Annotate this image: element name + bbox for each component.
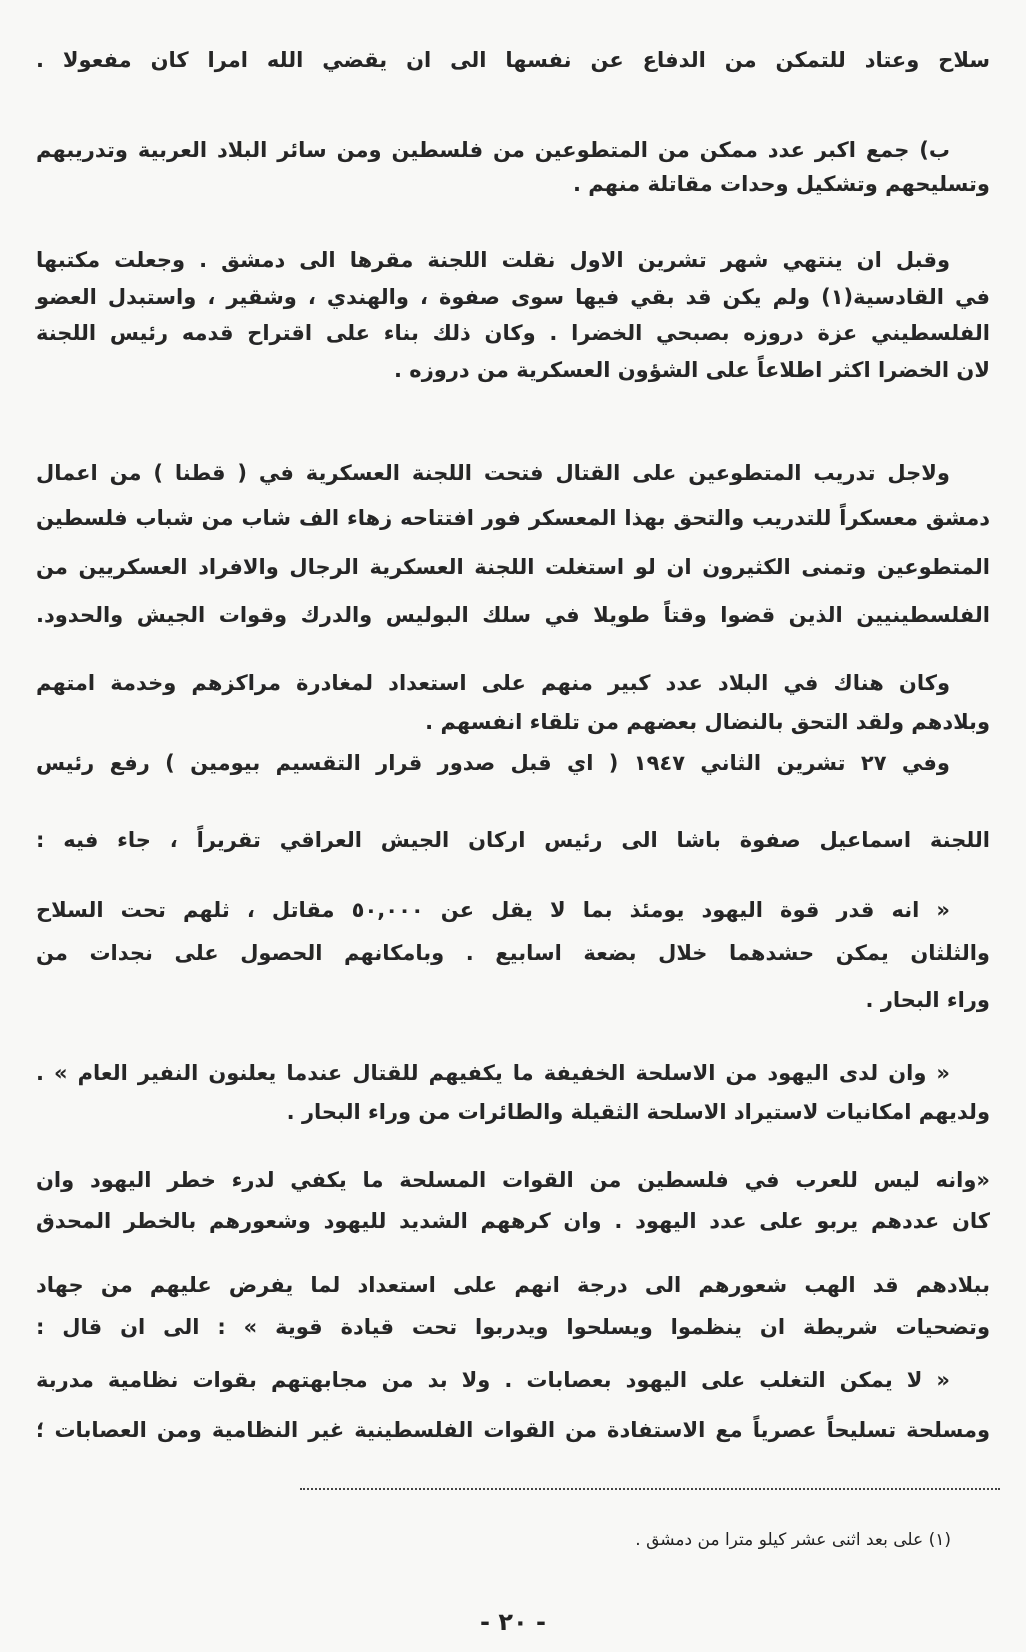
footnote: (١) على بعد اثنى عشر كيلو مترا من دمشق . <box>635 1530 951 1550</box>
text-line: وتسليحهم وتشكيل وحدات مقاتلة منهم . <box>572 172 990 196</box>
text-line: ومسلحة تسليحاً عصرياً مع الاستفادة من القوات الفلسطينية غير النظامية ومن العصابات ؛ <box>36 1418 990 1442</box>
text-line: دمشق معسكراً للتدريب والتحق بهذا المعسكر فور افتتاحه زهاء الف شاب من شباب فلسطين <box>36 506 990 530</box>
text-line: وقبل ان ينتهي شهر تشرين الاول نقلت اللجنة مقرها الى دمشق . وجعلت مكتبها <box>36 248 950 272</box>
text-line: وتضحيات شريطة ان ينظموا ويسلحوا ويدربوا تحت قيادة قوية » : الى ان قال : <box>36 1315 990 1339</box>
text-line: لان الخضرا اكثر اطلاعاً على الشؤون العسكرية من دروزه . <box>394 358 990 382</box>
text-line: اللجنة اسماعيل صفوة باشا الى رئيس اركان الجيش العراقي تقريراً ، جاء فيه : <box>36 828 990 852</box>
text-line: ب) جمع اكبر عدد ممكن من المتطوعين من فلسطين ومن سائر البلاد العربية وتدريبهم <box>36 138 950 162</box>
text-line: « وان لدى اليهود من الاسلحة الخفيفة ما يكفيهم للقتال عندما يعلنون النفير العام » . <box>36 1061 950 1085</box>
text-line: « لا يمكن التغلب على اليهود بعصابات . ولا بد من مجابهتهم بقوات نظامية مدربة <box>36 1368 950 1392</box>
text-line: وفي ٢٧ تشرين الثاني ١٩٤٧ ( اي قبل صدور قرار التقسيم بيومين ) رفع رئيس <box>36 751 950 775</box>
text-line: ولاجل تدريب المتطوعين على القتال فتحت اللجنة العسكرية في ( قطنا ) من اعمال <box>36 461 950 485</box>
text-line: وراء البحار . <box>865 988 990 1012</box>
text-line: ببلادهم قد الهب شعورهم الى درجة انهم على استعداد لما يفرض عليهم من جهاد <box>36 1273 990 1297</box>
text-line: كان عددهم يربو على عدد اليهود . وان كرههم الشديد لليهود وشعورهم بالخطر المحدق <box>36 1209 990 1233</box>
text-line: سلاح وعتاد للتمكن من الدفاع عن نفسها الى ان يقضي الله امرا كان مفعولا . <box>36 48 990 72</box>
text-line: « انه قدر قوة اليهود يومئذ بما لا يقل عن ٥٠,٠٠٠ مقاتل ، ثلهم تحت السلاح <box>36 898 950 922</box>
text-line: وبلادهم ولقد التحق بالنضال بعضهم من تلقاء انفسهم . <box>425 710 990 734</box>
body-text <box>36 42 990 1448</box>
text-line: في القادسية(١) ولم يكن قد بقي فيها سوى صفوة ، والهندي ، وشقير ، واستبدل العضو <box>36 285 990 309</box>
text-line: وكان هناك في البلاد عدد كبير منهم على استعداد لمغادرة مراكزهم وخدمة امتهم <box>36 671 950 695</box>
text-line: ولديهم امكانيات لاستيراد الاسلحة الثقيلة والطائرات من وراء البحار . <box>286 1100 990 1124</box>
text-line: الفلسطيني عزة دروزه بصبحي الخضرا . وكان ذلك بناء على اقتراح قدمه رئيس اللجنة <box>36 321 990 345</box>
text-line: المتطوعين وتمنى الكثيرون ان لو استغلت اللجنة العسكرية الرجال والافراد العسكريين من <box>36 555 990 579</box>
footnote-divider <box>300 1488 1000 1490</box>
page-number: - ٢٠ - <box>480 1608 546 1636</box>
text-line: الفلسطينيين الذين قضوا وقتاً طويلا في سلك البوليس والدرك وقوات الجيش والحدود. <box>36 603 990 627</box>
text-line: والثلثان يمكن حشدهما خلال بضعة اسابيع . وبامكانهم الحصول على نجدات من <box>36 941 990 965</box>
text-line: «وانه ليس للعرب في فلسطين من القوات المسلحة ما يكفي لدرء خطر اليهود وان <box>36 1168 990 1192</box>
